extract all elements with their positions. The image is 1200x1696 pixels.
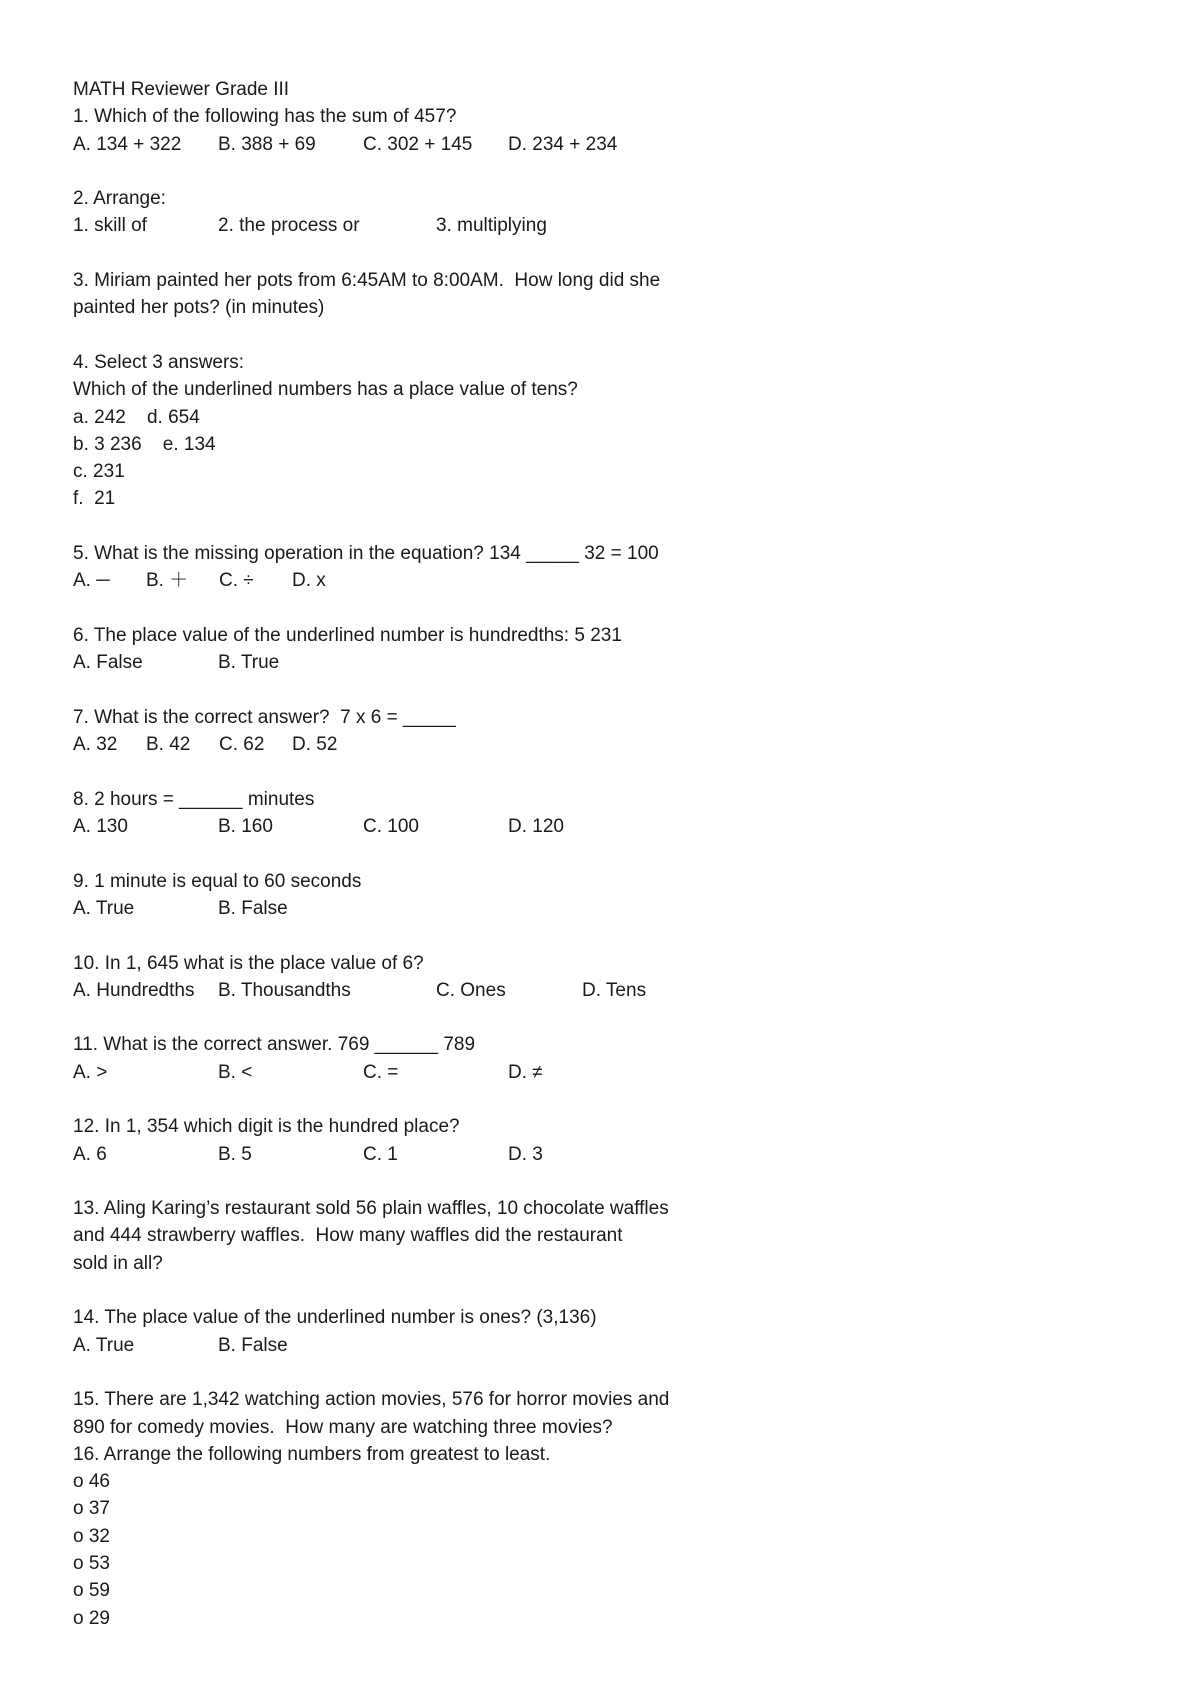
option-2: 2. the process or: [218, 215, 360, 237]
option-a: A. True: [73, 897, 135, 919]
answer-item: a. 242 d. 654: [73, 406, 200, 428]
option-a: A. 134 + 322: [73, 133, 182, 155]
question-8: 8. 2 hours = ______ minutes: [73, 788, 315, 810]
question-10: 10. In 1, 645 what is the place value of 6?: [73, 952, 424, 974]
question-7: 7. What is the correct answer? 7 x 6 = _____: [73, 706, 456, 728]
option-d: D. x: [292, 570, 326, 592]
question-2-options: [73, 212, 793, 239]
option-c: C. ÷: [219, 570, 254, 592]
option-3: 3. multiplying: [436, 215, 547, 237]
option-a: A. False: [73, 652, 143, 674]
question-14: 14. The place value of the underlined number is ones? (3,136): [73, 1307, 597, 1329]
option-b: B. 5: [218, 1143, 252, 1165]
option-a: A. 6: [73, 1143, 107, 1165]
question-16: 16. Arrange the following numbers from greatest to least.: [73, 1443, 551, 1465]
question-9-options: [73, 895, 793, 922]
question-14-options: [73, 1332, 793, 1359]
question-4-line-1: 4. Select 3 answers:: [73, 351, 245, 373]
option-c: C. 302 + 145: [363, 133, 473, 155]
document-title: MATH Reviewer Grade III: [73, 79, 290, 100]
number-item: o 53: [73, 1553, 110, 1575]
question-8-options: [73, 813, 793, 840]
question-12: 12. In 1, 354 which digit is the hundred place?: [73, 1116, 460, 1138]
number-item: o 32: [73, 1525, 110, 1547]
option-d: D. Tens: [582, 979, 647, 1001]
option-c: C. 62: [219, 734, 265, 756]
reviewer-document: [73, 76, 793, 1632]
question-12-options: [73, 1141, 793, 1168]
question-5: 5. What is the missing operation in the equation? 134 _____ 32 = 100: [73, 543, 659, 565]
question-4-line-2: Which of the underlined numbers has a place value of tens?: [73, 379, 578, 401]
question-7-options: [73, 731, 793, 758]
option-c: C. =: [363, 1061, 399, 1083]
option-a: A. ─: [73, 570, 110, 592]
option-c: C. 100: [363, 816, 419, 838]
number-item: o 59: [73, 1580, 110, 1602]
number-item: o 37: [73, 1498, 110, 1520]
option-b: B. 388 + 69: [218, 133, 316, 155]
option-b: B. Thousandths: [218, 979, 351, 1001]
question-13-line-1: 13. Aling Karing’s restaurant sold 56 plain waffles, 10 chocolate waffles: [73, 1198, 669, 1220]
question-13-line-3: sold in all?: [73, 1252, 163, 1274]
answer-item: b. 3 236 e. 134: [73, 433, 216, 455]
option-b: B. 160: [218, 816, 273, 838]
question-11: 11. What is the correct answer. 769 ______ 789: [73, 1034, 476, 1056]
question-15-line-1: 15. There are 1,342 watching action movies, 576 for horror movies and: [73, 1389, 670, 1411]
option-a: A. 130: [73, 816, 128, 838]
question-10-options: [73, 977, 793, 1004]
option-b: B. False: [218, 897, 288, 919]
option-b: B. 42: [146, 734, 191, 756]
option-b: B. ＋: [146, 570, 189, 592]
question-5-options: [73, 567, 793, 594]
question-6: 6. The place value of the underlined number is hundredths: 5 231: [73, 624, 622, 646]
question-3-line-1: 3. Miriam painted her pots from 6:45AM to 8:00AM. How long did she: [73, 270, 661, 292]
option-b: B. True: [218, 652, 280, 674]
question-6-options: [73, 649, 793, 676]
option-a: A. >: [73, 1061, 108, 1083]
question-11-options: [73, 1059, 793, 1086]
option-1: 1. skill of: [73, 215, 147, 237]
answer-item: f. 21: [73, 488, 116, 510]
question-3-line-2: painted her pots? (in minutes): [73, 297, 325, 319]
option-d: D. 3: [508, 1143, 543, 1165]
option-d: D. ≠: [508, 1061, 543, 1083]
option-d: D. 52: [292, 734, 338, 756]
option-d: D. 120: [508, 816, 564, 838]
question-1: 1. Which of the following has the sum of 457?: [73, 106, 457, 128]
question-2: 2. Arrange:: [73, 188, 166, 210]
question-13-line-2: and 444 strawberry waffles. How many waffles did the restaurant: [73, 1225, 623, 1247]
question-1-options: [73, 131, 793, 158]
option-a: A. Hundredths: [73, 979, 195, 1001]
option-c: C. 1: [363, 1143, 398, 1165]
number-item: o 46: [73, 1471, 110, 1493]
option-a: A. True: [73, 1334, 135, 1356]
option-b: B. False: [218, 1334, 288, 1356]
option-a: A. 32: [73, 734, 118, 756]
question-9: 9. 1 minute is equal to 60 seconds: [73, 870, 362, 892]
number-item: o 29: [73, 1607, 110, 1629]
answer-item: c. 231: [73, 461, 125, 483]
option-b: B. <: [218, 1061, 253, 1083]
option-d: D. 234 + 234: [508, 133, 618, 155]
option-c: C. Ones: [436, 979, 506, 1001]
question-15-line-2: 890 for comedy movies. How many are watching three movies?: [73, 1416, 613, 1438]
